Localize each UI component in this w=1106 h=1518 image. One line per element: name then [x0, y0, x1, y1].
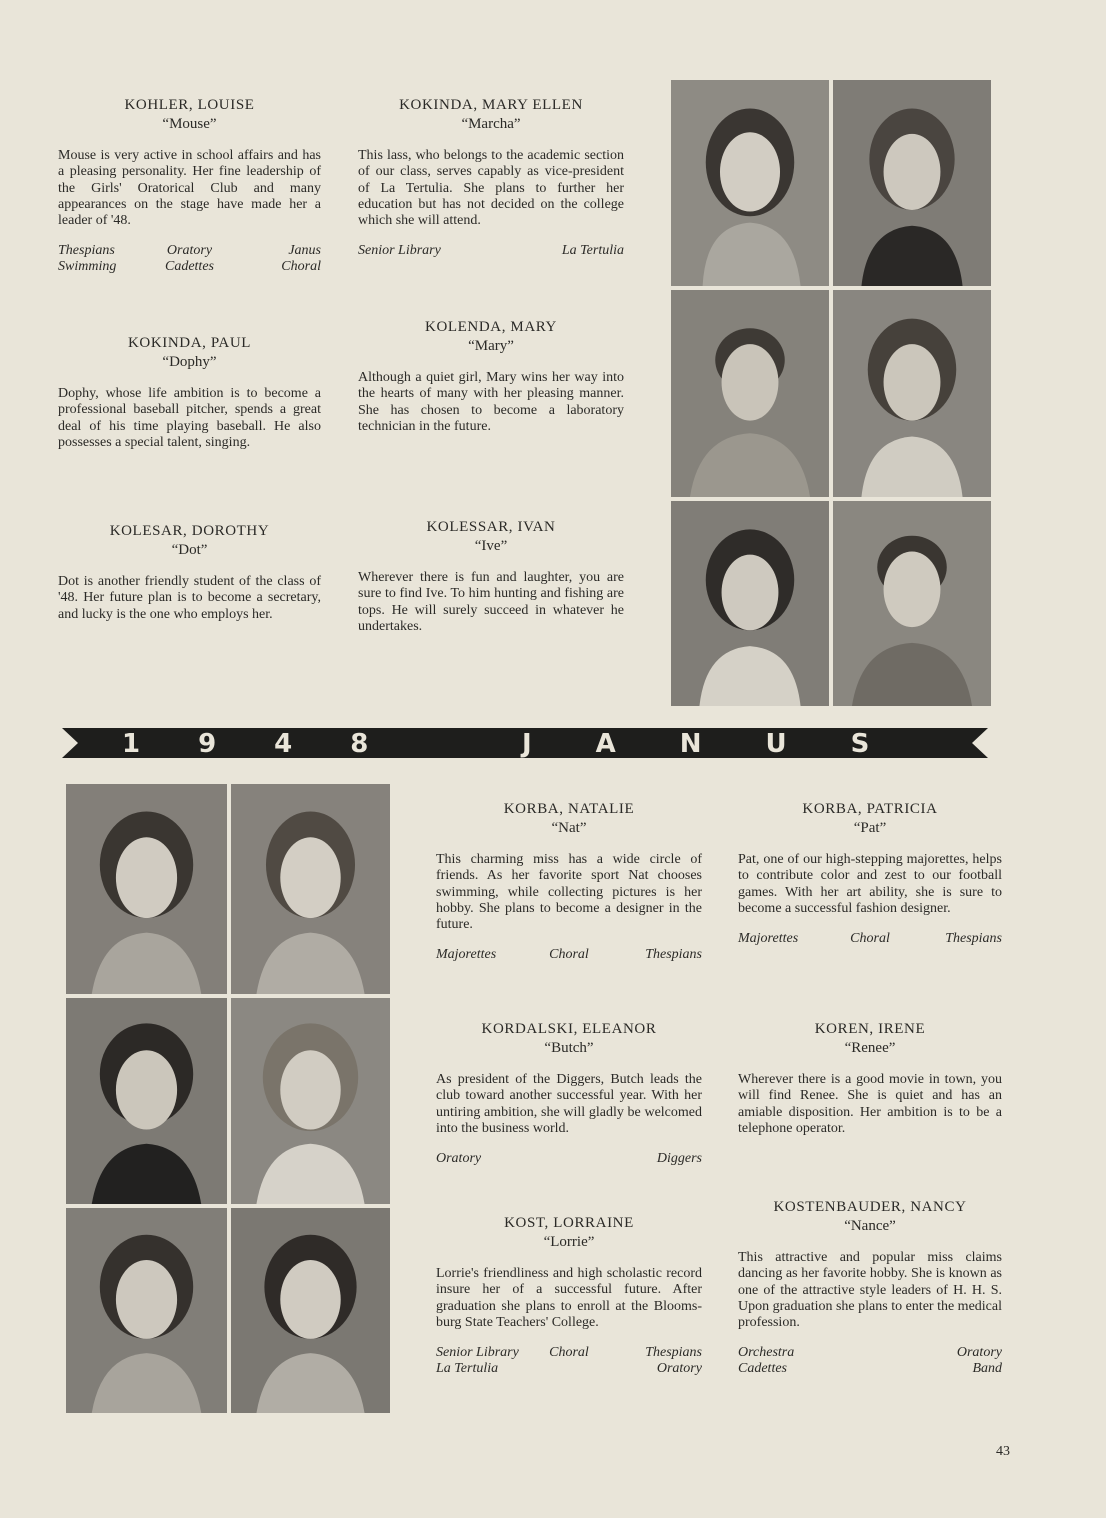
student-nickname: “Mouse”: [162, 116, 217, 132]
portrait-kokinda-paul: [671, 290, 829, 497]
activity: Swimming: [58, 259, 117, 275]
portrait-kolenda-mary: [833, 290, 991, 497]
activity: Thespians: [645, 1345, 702, 1361]
page-number: 43: [996, 1444, 1010, 1459]
portrait-kokinda-mary-ellen: [833, 80, 991, 286]
entry-kordalski-eleanor: [436, 1020, 702, 1167]
activities-list: [358, 243, 624, 259]
activities-list: [58, 243, 321, 275]
student-bio: This attractive and popular miss claims dancing as her favorite hobby. She is known as one of the attractive style leaders of H. H. S. Upon graduation she plans to enter the medical profession.: [738, 1250, 1002, 1331]
student-name: KOLESAR, DOROTHY: [109, 523, 270, 539]
janus-1948-banner: [62, 728, 988, 758]
student-name: KOLENDA, MARY: [425, 319, 557, 335]
student-name: KOSTENBAUDER, NANCY: [773, 1199, 967, 1215]
entry-korba-natalie: [436, 800, 702, 963]
activity: Senior Library: [436, 1345, 519, 1361]
activity: Thespians: [645, 947, 702, 963]
student-nickname: “Pat”: [853, 820, 887, 836]
activity: Oratory: [656, 1361, 702, 1377]
activity: La Tertulia: [561, 243, 624, 259]
activity: Cadettes: [164, 259, 214, 275]
activities-list: [436, 1151, 702, 1167]
activity: Band: [972, 1361, 1002, 1377]
student-nickname: “Ive”: [474, 538, 508, 554]
student-nickname: “Dophy”: [162, 354, 217, 370]
student-nickname: “Butch”: [544, 1040, 594, 1056]
activity: Orchestra: [738, 1345, 795, 1361]
entry-kokinda-mary-ellen: [358, 96, 624, 259]
activity: Choral: [549, 1345, 589, 1361]
activity: Thespians: [58, 243, 115, 259]
student-nickname: “Nance”: [844, 1218, 896, 1234]
activity: Oratory: [956, 1345, 1002, 1361]
portrait-kolesar-dorothy: [671, 501, 829, 706]
portrait-korba-patricia: [231, 784, 390, 994]
portrait-kohler-louise: [671, 80, 829, 286]
student-name: KOLESSAR, IVAN: [426, 519, 556, 535]
student-nickname: “Nat”: [551, 820, 587, 836]
portrait-kolessar-ivan: [833, 501, 991, 706]
activities-list: [738, 931, 1002, 947]
student-nickname: “Lorrie”: [543, 1234, 595, 1250]
entry-kolesar-dorothy: [58, 522, 321, 623]
entry-kolessar-ivan: [358, 518, 624, 635]
entry-koren-irene: [738, 1020, 1002, 1137]
student-bio: Mouse is very active in school affairs and has a pleasing personality. Her fine leadership of the Girls' Oratorical Club and many appearances on the stage have made her a leader of '48.: [58, 148, 321, 229]
entry-kohler-louise: [58, 96, 321, 275]
activity: Janus: [288, 243, 321, 259]
activities-list: [436, 947, 702, 963]
activity: Choral: [850, 931, 890, 947]
student-name: KORDALSKI, ELEANOR: [481, 1021, 657, 1037]
student-name: KORBA, PATRICIA: [802, 801, 938, 817]
student-nickname: “Mary”: [468, 338, 514, 354]
banner-text: 1948 JANUS: [122, 729, 934, 758]
student-nickname: “Marcha”: [461, 116, 521, 132]
portrait-kostenbauder-nancy: [231, 1208, 390, 1413]
student-bio: Although a quiet girl, Mary wins her way into the hearts of many with her pleasing manner. She has chosen to become a laboratory technician in the future.: [358, 370, 624, 434]
activity: Oratory: [436, 1151, 482, 1167]
activity: Choral: [549, 947, 589, 963]
student-bio: Lorrie's friendliness and high scholastic record insure her of a successful future. After graduation she plans to enroll at the Bloomsburg State Teachers' College.: [436, 1266, 702, 1330]
portrait-kost-lorraine: [66, 1208, 227, 1413]
entry-kostenbauder-nancy: [738, 1198, 1002, 1377]
activity: Choral: [281, 259, 321, 275]
student-bio: Wherever there is fun and laughter, you are sure to find Ive. To him hunting and fishing are tops. He will surely succeed in whatever he undertakes.: [358, 570, 624, 634]
activity: Diggers: [656, 1151, 702, 1167]
activity: La Tertulia: [436, 1361, 499, 1377]
portrait-kordalski-eleanor: [66, 998, 227, 1204]
entry-kolenda-mary: [358, 318, 624, 435]
activities-list: [738, 1345, 1002, 1377]
activities-list: [436, 1345, 702, 1377]
portrait-koren-irene: [231, 998, 390, 1204]
entry-korba-patricia: [738, 800, 1002, 947]
student-bio: This lass, who belongs to the academic section of our class, serves capably as vice-president of La Tertulia. She plans to further her education but has not decided on the college which she will attend.: [358, 148, 624, 229]
student-bio: Dophy, whose life ambition is to become a professional baseball pitcher, spends a great deal of his time playing baseball. He also possesses a special talent, singing.: [58, 386, 321, 450]
student-name: KOST, LORRAINE: [504, 1215, 634, 1231]
student-nickname: “Dot”: [171, 542, 208, 558]
student-name: KOKINDA, PAUL: [127, 335, 252, 351]
student-name: KOHLER, LOUISE: [124, 97, 255, 113]
activity: Oratory: [166, 243, 213, 259]
student-name: KORBA, NATALIE: [503, 801, 635, 817]
activity: Senior Library: [358, 243, 441, 259]
activity: Thespians: [945, 931, 1002, 947]
student-bio: Dot is another friendly student of the class of '48. Her future plan is to become a secretary, and lucky is the one who employs her.: [58, 574, 321, 622]
student-bio: As president of the Diggers, Butch leads the club toward another successful year. With her untiring ambition, she will gladly be welcomed into the business world.: [436, 1072, 702, 1136]
student-name: KOREN, IRENE: [814, 1021, 926, 1037]
student-nickname: “Renee”: [844, 1040, 896, 1056]
activity: Majorettes: [436, 947, 497, 963]
entry-kokinda-paul: [58, 334, 321, 451]
entry-kost-lorraine: [436, 1214, 702, 1377]
portrait-korba-natalie: [66, 784, 227, 994]
student-name: KOKINDA, MARY ELLEN: [399, 97, 583, 113]
student-bio: Pat, one of our high-stepping majorettes, helps to contribute color and zest to our football games. With her art ability, she is sure to become a successful fashion designer.: [738, 852, 1002, 916]
activity: Cadettes: [738, 1361, 787, 1377]
student-bio: Wherever there is a good movie in town, you will find Renee. She is quiet and has an amiable disposition. Her ambition is to be a telephone operator.: [738, 1072, 1002, 1136]
activity: Majorettes: [738, 931, 799, 947]
student-bio: This charming miss has a wide circle of friends. As her favorite sport Nat chooses swimming, while collecting pictures is her hobby. She plans to become a designer in the future.: [436, 852, 702, 933]
